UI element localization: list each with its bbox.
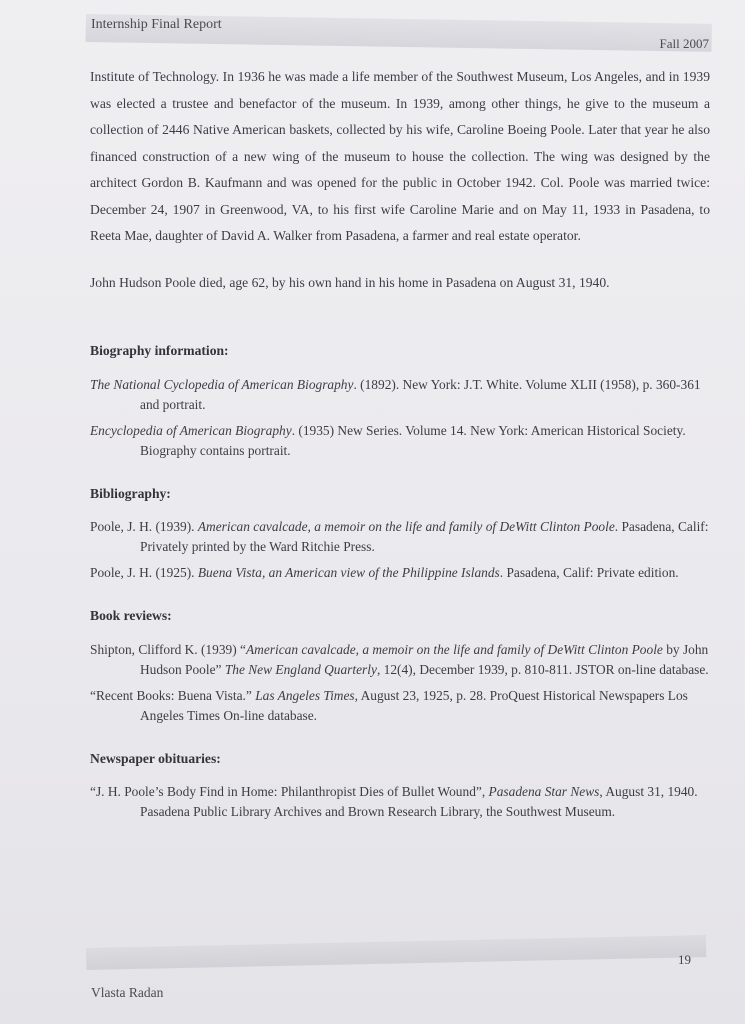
entry-title: “Recent Books: Buena Vista.” [90, 687, 256, 703]
entry-title: American cavalcade, a memoir on the life and family of DeWitt Clinton Poole [245, 641, 663, 657]
entry-title: American cavalcade, a memoir on the life and family of DeWitt Clinton Poole [197, 519, 615, 534]
report-term: Fall 2007 [659, 36, 709, 51]
entry-details: . Pasadena, Calif: Privately printed by the Ward Ritchie Press. [140, 519, 709, 554]
entry-author: Poole, J. H. (1939). [90, 519, 198, 534]
page-content [90, 64, 710, 828]
body-paragraph-2: John Hudson Poole died, age 62, by his own hand in his home in Pasadena on August 31, 1940. [90, 274, 610, 290]
biography-entry [90, 421, 710, 461]
review-entry [90, 640, 710, 680]
entry-title: “J. H. Poole’s Body Find in Home: Philanthropist Dies of Bullet Wound”, [90, 784, 489, 799]
entry-title: Encyclopedia of American Biography [90, 422, 292, 438]
entry-details: . (1892). New York: J.T. White. Volume XLII (1958), p. 360-361 and portrait. [140, 376, 701, 412]
entry-journal: The New England Quarterly [224, 661, 377, 677]
bibliography-entry [90, 517, 710, 557]
page-number: 19 [678, 952, 691, 967]
entry-middle: by John Hudson Poole” [140, 641, 709, 677]
bibliography-entry [90, 563, 710, 583]
entry-details: . Pasadena, Calif: Private edition. [499, 565, 679, 580]
entry-journal: Las Angeles Times [255, 687, 355, 703]
review-entry [90, 686, 710, 726]
entry-details: , August 23, 1925, p. 28. ProQuest Historical Newspapers Los Angeles Times On-line database. [140, 687, 688, 723]
entry-author: Poole, J. H. (1925). [90, 565, 198, 580]
entry-details: , 12(4), December 1939, p. 810-811. JSTOR on-line database. [376, 661, 709, 677]
entry-title: The National Cyclopedia of American Biography [90, 376, 354, 392]
report-title: Internship Final Report [91, 17, 222, 32]
biography-entry [90, 375, 710, 415]
entry-title: Buena Vista, an American view of the Philippine Islands [197, 565, 500, 580]
obituaries-heading: Newspaper obituaries: [90, 750, 221, 766]
bibliography-heading: Bibliography: [90, 485, 171, 501]
biography-heading: Biography information: [90, 343, 229, 358]
entry-details: , August 31, 1940. Pasadena Public Library Archives and Brown Research Library, the Southwest Museum. [140, 784, 698, 819]
book-reviews-heading: Book reviews: [90, 608, 172, 623]
entry-journal: Pasadena Star News [488, 784, 600, 799]
footer-bar [86, 935, 706, 970]
entry-author: Shipton, Clifford K. (1939) “ [90, 641, 246, 657]
obituary-entry [90, 782, 710, 822]
footer-author: Vlasta Radan [91, 985, 164, 1000]
entry-details: . (1935) New Series. Volume 14. New York: American Historical Society. Biography contains portrait. [140, 422, 686, 458]
body-paragraph-1: Institute of Technology. In 1936 he was made a life member of the Southwest Museum, Los Angeles, and in 1939 was elected a trustee and benefactor of the museum. In 1939, among other things, he give to the museum a collection of 2446 Native American baskets, collected by his wife, Caroline Boeing Poole. Later that year he also financed construction of a new wing of the museum to house the collection. The wing was designed by the architect Gordon B. Kaufmann and was opened for the public in October 1942. Col. Poole was married twice: December 24, 1907 in Greenwood, VA, to his first wife Caroline Marie and on May 11, 1933 in Pasadena, to Reeta Mae, daughter of David A. Walker from Pasadena, a farmer and real estate operator. [90, 69, 710, 243]
